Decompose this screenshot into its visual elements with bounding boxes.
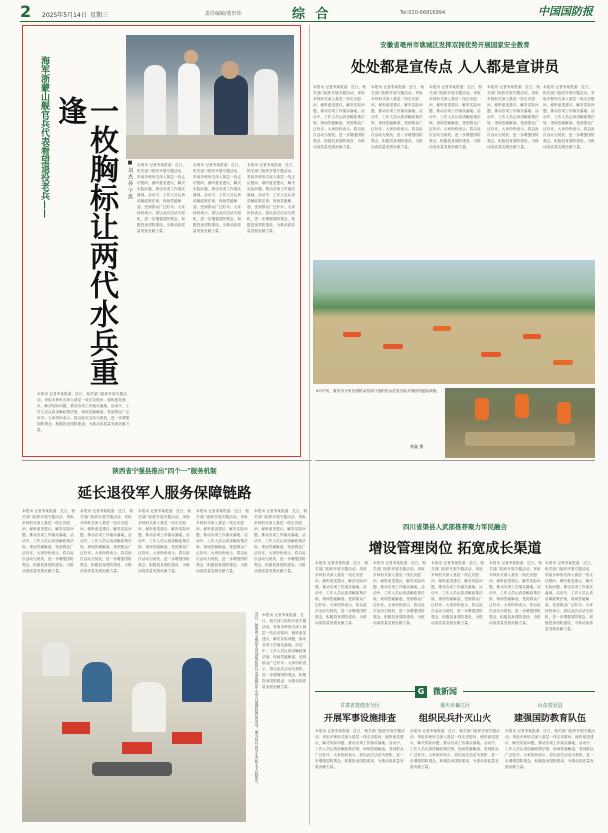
divider: [22, 460, 312, 461]
issue-date: 2025年5月14日: [42, 12, 87, 19]
lead-story-frame: [22, 25, 301, 457]
brief-item-title: 开展军事设施排查: [323, 714, 396, 724]
brief-item: [505, 702, 595, 827]
sandbag-photo: [445, 388, 595, 458]
page-number: 2: [20, 2, 32, 21]
sichuan-body-2: 本报讯 记者李某报道：近日，相关部门组织开展专题活动，采取多种形式深入基层一线走访慰问，倾听意见建议，解决实际问题，推动各项工作落实落地。活动中，工作人员认真讲解政策法规，现场答疑解惑，受到群众广泛好评。大家纷纷表示，将以此次活动为契机，进一步增强国防观念，积极投身国防建设，为推动高质量发展贡献力量。: [373, 561, 426, 625]
lead-byline: ■ 刘 杰 孙 宇 凯: [127, 160, 133, 199]
anhui-photo-caption: 8月中旬，重庆市万州区国防动员部门组织民兵应急分队开展防汛抢险演练。: [316, 389, 441, 393]
lead-headline: 一枚胸标让两代水兵重逢: [54, 96, 120, 386]
brief-banner: [315, 686, 595, 698]
sichuan-body-1: 本报讯 记者李某报道：近日，相关部门组织开展专题活动，采取多种形式深入基层一线走访慰问，倾听意见建议，解决实际问题，推动各项工作落实落地。活动中，工作人员认真讲解政策法规，现场答疑解惑，受到群众广泛好评。大家纷纷表示，将以此次活动为契机，进一步增强国防观念，积极投身国防建设，为推动高质量发展贡献力量。: [315, 561, 368, 625]
anhui-photo-credit: 黄鑫 摄: [410, 444, 424, 449]
brief-badge-icon: G: [415, 686, 427, 698]
brief-item: [410, 702, 500, 827]
shaanxi-body-6: 本报讯 记者李某报道：近日，相关部门组织开展专题活动，采取多种形式深入基层一线走访慰问，倾听意见建议，解决实际问题，推动各项工作落实落地。活动中，工作人员认真讲解政策法规，现场答疑解惑，受到群众广泛好评。大家纷纷表示，将以此次活动为契机，进一步增强国防观念，积极投身国防建设，为推动高质量发展贡献力量。: [262, 613, 307, 689]
anhui-body-1: 本报讯 记者李某报道：近日，相关部门组织开展专题活动，采取多种形式深入基层一线走访慰问，倾听意见建议，解决实际问题，推动各项工作落实落地。活动中，工作人员认真讲解政策法规，现场答疑解惑，受到群众广泛好评。大家纷纷表示，将以此次活动为契机，进一步增强国防观念，积极投身国防建设，为推动高质量发展贡献力量。: [313, 85, 366, 149]
brief-item-region: 山东省冠县: [537, 703, 563, 709]
lead-body-4: 本报讯 记者李某报道：近日，相关部门组织开展专题活动，采取多种形式深入基层一线走访慰问，倾听意见建议，解决实际问题，推动各项工作落实落地。活动中，工作人员认真讲解政策法规，现场答疑解惑，受到群众广泛好评。大家纷纷表示，将以此次活动为契机，进一步增强国防观念，积极投身国防建设，为推动高质量发展贡献力量。: [37, 392, 130, 432]
anhui-headline: 处处都是宣传点 人人都是宣讲员: [350, 60, 560, 76]
lead-photo: [126, 35, 294, 159]
anhui-body-4: 本报讯 记者李某报道：近日，相关部门组织开展专题活动，采取多种形式深入基层一线走访慰问，倾听意见建议，解决实际问题，推动各项工作落实落地。活动中，工作人员认真讲解政策法规，现场答疑解惑，受到群众广泛好评。大家纷纷表示，将以此次活动为契机，进一步增强国防观念，积极投身国防建设，为推动高质量发展贡献力量。: [487, 85, 540, 149]
shaanxi-body-5: 本报讯 记者李某报道：近日，相关部门组织开展专题活动，采取多种形式深入基层一线走访慰问，倾听意见建议，解决实际问题，推动各项工作落实落地。活动中，工作人员认真讲解政策法规，现场答疑解惑，受到群众广泛好评。大家纷纷表示，将以此次活动为契机，进一步增强国防观念，积极投身国防建设，为推动高质量发展贡献力量。: [254, 509, 307, 573]
shaanxi-body-1: 本报讯 记者李某报道：近日，相关部门组织开展专题活动，采取多种形式深入基层一线走访慰问，倾听意见建议，解决实际问题，推动各项工作落实落地。活动中，工作人员认真讲解政策法规，现场答疑解惑，受到群众广泛好评。大家纷纷表示，将以此次活动为契机，进一步增强国防观念，积极投身国防建设，为推动高质量发展贡献力量。: [22, 509, 75, 573]
brief-item-body: 本报讯 记者李某报道：近日，相关部门组织开展专题活动，采取多种形式深入基层一线走访慰问，倾听意见建议，解决实际问题，推动各项工作落实落地。活动中，工作人员认真讲解政策法规，现场答疑解惑，受到群众广泛好评。大家纷纷表示，将以此次活动为契机，进一步增强国防观念，积极投身国防建设，为推动高质量发展贡献力量。: [505, 729, 595, 769]
page-header: [20, 4, 595, 22]
lead-kicker: 海军浙蒙山舰官兵代表看望退役老兵——: [39, 56, 49, 218]
shaanxi-kicker: 陕西省宁强县推出"四个一"服务机制: [112, 467, 217, 475]
brief-item: [315, 702, 405, 827]
editor-label: 责任编辑/张轩玮: [205, 11, 242, 17]
anhui-body-3: 本报讯 记者李某报道：近日，相关部门组织开展专题活动，采取多种形式深入基层一线走访慰问，倾听意见建议，解决实际问题，推动各项工作落实落地。活动中，工作人员认真讲解政策法规，现场答疑解惑，受到群众广泛好评。大家纷纷表示，将以此次活动为契机，进一步增强国防观念，积极投身国防建设，为推动高质量发展贡献力量。: [429, 85, 482, 149]
column-rule: [309, 25, 310, 825]
brief-item-title: 组织民兵扑灭山火: [418, 714, 491, 724]
brief-item-body: 本报讯 记者李某报道：近日，相关部门组织开展专题活动，采取多种形式深入基层一线走访慰问，倾听意见建议，解决实际问题，推动各项工作落实落地。活动中，工作人员认真讲解政策法规，现场答疑解惑，受到群众广泛好评。大家纷纷表示，将以此次活动为契机，进一步增强国防观念，积极投身国防建设，为推动高质量发展贡献力量。: [315, 729, 405, 769]
sichuan-headline: 增设管理岗位 拓宽成长渠道: [368, 541, 542, 557]
anhui-body-2: 本报讯 记者李某报道：近日，相关部门组织开展专题活动，采取多种形式深入基层一线走访慰问，倾听意见建议，解决实际问题，推动各项工作落实落地。活动中，工作人员认真讲解政策法规，现场答疑解惑，受到群众广泛好评。大家纷纷表示，将以此次活动为契机，进一步增强国防观念，积极投身国防建设，为推动高质量发展贡献力量。: [371, 85, 424, 149]
issue-weekday: 星期三: [90, 12, 109, 19]
sichuan-kicker: 四川省渠县人武部推荐聚力军民融合: [403, 523, 507, 531]
shaanxi-headline: 延长退役军人服务保障链路: [77, 486, 252, 502]
brief-item-title: 建强国防教育队伍: [513, 714, 586, 724]
brief-item-body: 本报讯 记者李某报道：近日，相关部门组织开展专题活动，采取多种形式深入基层一线走访慰问，倾听意见建议，解决实际问题，推动各项工作落实落地。活动中，工作人员认真讲解政策法规，现场答疑解惑，受到群众广泛好评。大家纷纷表示，将以此次活动为契机，进一步增强国防观念，积极投身国防建设，为推动高质量发展贡献力量。: [410, 729, 500, 769]
section-name: 综 合: [292, 7, 332, 22]
flood-drill-photo: [313, 260, 595, 384]
shaanxi-body-3: 本报讯 记者李某报道：近日，相关部门组织开展专题活动，采取多种形式深入基层一线走访慰问，倾听意见建议，解决实际问题，推动各项工作落实落地。活动中，工作人员认真讲解政策法规，现场答疑解惑，受到群众广泛好评。大家纷纷表示，将以此次活动为契机，进一步增强国防观念，积极投身国防建设，为推动高质量发展贡献力量。: [138, 509, 191, 573]
shaanxi-photo-caption: 近日，陕西省宁强县人武部组织民兵走进辖区中小学开展国防教育活动。图为民兵向学生介绍无人机知识。: [255, 612, 259, 786]
shaanxi-body-4: 本报讯 记者李某报道：近日，相关部门组织开展专题活动，采取多种形式深入基层一线走访慰问，倾听意见建议，解决实际问题，推动各项工作落实落地。活动中，工作人员认真讲解政策法规，现场答疑解惑，受到群众广泛好评。大家纷纷表示，将以此次活动为契机，进一步增强国防观念，积极投身国防建设，为推动高质量发展贡献力量。: [196, 509, 249, 573]
divider: [315, 460, 595, 461]
newspaper-logo: 中国国防报: [538, 5, 593, 18]
lead-body-1: 本报讯 记者李某报道：近日，相关部门组织开展专题活动，采取多种形式深入基层一线走访慰问，倾听意见建议，解决实际问题，推动各项工作落实落地。活动中，工作人员认真讲解政策法规，现场答疑解惑，受到群众广泛好评。大家纷纷表示，将以此次活动为契机，进一步增强国防观念，积极投身国防建设，为推动高质量发展贡献力量。: [137, 163, 187, 233]
sichuan-body-3: 本报讯 记者李某报道：近日，相关部门组织开展专题活动，采取多种形式深入基层一线走访慰问，倾听意见建议，解决实际问题，推动各项工作落实落地。活动中，工作人员认真讲解政策法规，现场答疑解惑，受到群众广泛好评。大家纷纷表示，将以此次活动为契机，进一步增强国防观念，积极投身国防建设，为推动高质量发展贡献力量。: [431, 561, 484, 625]
school-drone-photo: [22, 612, 246, 822]
anhui-body-5: 本报讯 记者李某报道：近日，相关部门组织开展专题活动，采取多种形式深入基层一线走访慰问，倾听意见建议，解决实际问题，推动各项工作落实落地。活动中，工作人员认真讲解政策法规，现场答疑解惑，受到群众广泛好评。大家纷纷表示，将以此次活动为契机，进一步增强国防观念，积极投身国防建设，为推动高质量发展贡献力量。: [543, 85, 595, 149]
sichuan-body-4: 本报讯 记者李某报道：近日，相关部门组织开展专题活动，采取多种形式深入基层一线走访慰问，倾听意见建议，解决实际问题，推动各项工作落实落地。活动中，工作人员认真讲解政策法规，现场答疑解惑，受到群众广泛好评。大家纷纷表示，将以此次活动为契机，进一步增强国防观念，积极投身国防建设，为推动高质量发展贡献力量。: [489, 561, 542, 625]
lead-body-2: 本报讯 记者李某报道：近日，相关部门组织开展专题活动，采取多种形式深入基层一线走访慰问，倾听意见建议，解决实际问题，推动各项工作落实落地。活动中，工作人员认真讲解政策法规，现场答疑解惑，受到群众广泛好评。大家纷纷表示，将以此次活动为契机，进一步增强国防观念，积极投身国防建设，为推动高质量发展贡献力量。: [193, 163, 243, 233]
brief-label: 微新闻: [427, 686, 463, 698]
tel-number: Tel:010-66816994: [400, 10, 446, 16]
lead-body-3: 本报讯 记者李某报道：近日，相关部门组织开展专题活动，采取多种形式深入基层一线走访慰问，倾听意见建议，解决实际问题，推动各项工作落实落地。活动中，工作人员认真讲解政策法规，现场答疑解惑，受到群众广泛好评。大家纷纷表示，将以此次活动为契机，进一步增强国防观念，积极投身国防建设，为推动高质量发展贡献力量。: [247, 163, 297, 233]
brief-item-region: 甘肃省敦煌市分区: [339, 703, 380, 709]
shaanxi-body-2: 本报讯 记者李某报道：近日，相关部门组织开展专题活动，采取多种形式深入基层一线走访慰问，倾听意见建议，解决实际问题，推动各项工作落实落地。活动中，工作人员认真讲解政策法规，现场答疑解惑，受到群众广泛好评。大家纷纷表示，将以此次活动为契机，进一步增强国防观念，积极投身国防建设，为推动高质量发展贡献力量。: [80, 509, 133, 573]
sichuan-body-5: 本报讯 记者李某报道：近日，相关部门组织开展专题活动，采取多种形式深入基层一线走访慰问，倾听意见建议，解决实际问题，推动各项工作落实落地。活动中，工作人员认真讲解政策法规，现场答疑解惑，受到群众广泛好评。大家纷纷表示，将以此次活动为契机，进一步增强国防观念，积极投身国防建设，为推动高质量发展贡献力量。: [545, 561, 595, 631]
brief-item-region: 重庆市綦江区: [439, 703, 470, 709]
anhui-kicker: 安徽省亳州市谯城区发挥双拥优势开展国家安全教育: [380, 41, 530, 49]
